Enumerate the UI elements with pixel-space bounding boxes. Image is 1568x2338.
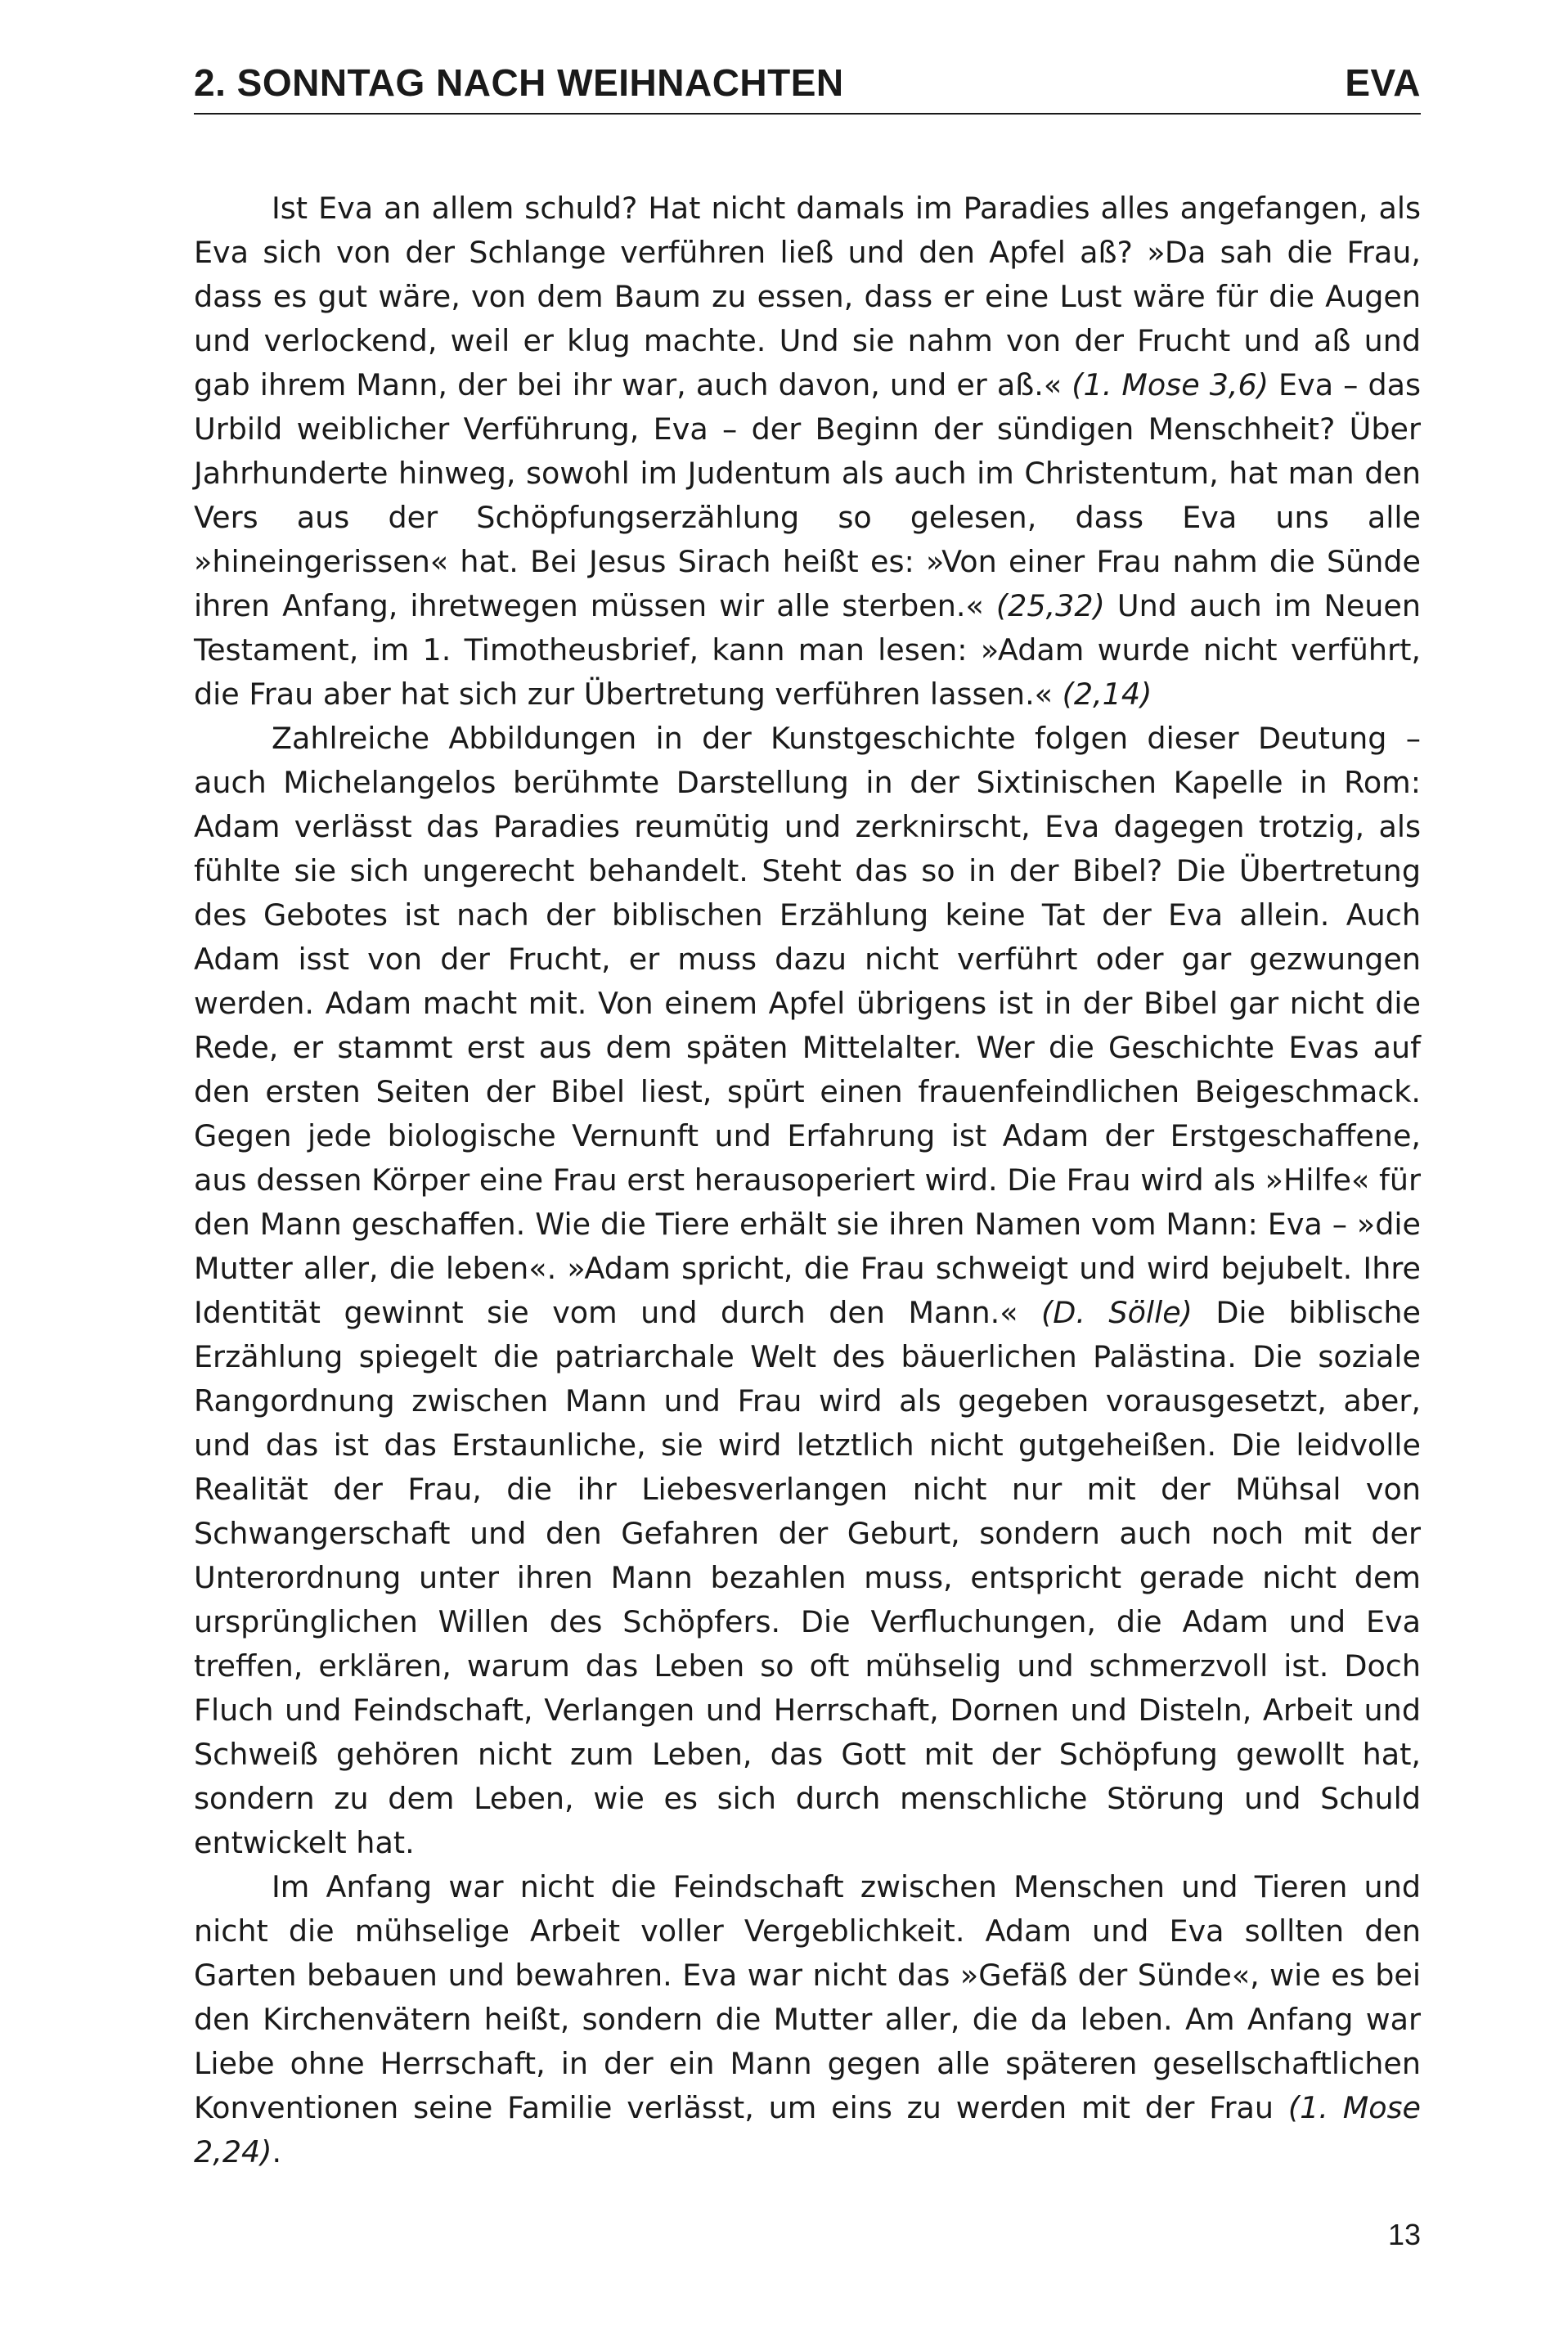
text-segment: Zahlreiche Abbildungen in der Kunstgeschichte folgen dieser Deutung – auch Michelangelos berühmte Darstellung in der Sixtinischen Kapelle in Rom: Adam verlässt das Paradies reumütig und zerknirscht, Eva dagegen trotzig, als fühlte sie sich ungerecht behandelt. Steht das so in der Bibel? Die Übertretung des Gebotes ist nach der biblischen Erzählung keine Tat der Eva allein. Auch Adam isst von der Frucht, er muss dazu nicht verführt oder gar gezwungen werden. Adam macht mit. Von einem Apfel übrigens ist in der Bibel gar nicht die Rede, er stammt erst aus dem späten Mittelalter. Wer die Geschichte Evas auf den ersten Seiten der Bibel liest, spürt einen frauenfeindlichen Beigeschmack. Gegen jede biologische Vernunft und Erfahrung ist Adam der Erstgeschaffene, aus dessen Körper eine Frau erst herausoperiert wird. Die Frau wird als »Hilfe« für den Mann geschaffen. Wie die Tiere erhält sie ihren Namen vom Mann: Eva – »die Mutter aller, die leben«. »Adam spricht, die Frau schweigt und wird bejubelt. Ihre Identität gewinnt sie vom und durch den Mann.«: [194, 721, 1421, 1330]
bible-reference: (2,14): [1062, 677, 1152, 712]
text-segment: Und auch im Neuen Testament, im 1. Timotheusbrief, kann man lesen: »Adam wurde nicht verführt, die Frau aber hat sich zur Übertretung verführen lassen.«: [194, 588, 1421, 712]
text-segment: Im Anfang war nicht die Feindschaft zwischen Menschen und Tieren und nicht die mühselige Arbeit voller Vergeblichkeit. Adam und Eva sollten den Garten bebauen und bewahren. Eva war nicht das »Gefäß der Sünde«, wie es bei den Kirchenvätern heißt, sondern die Mutter aller, die da leben. Am Anfang war Liebe ohne Herrschaft, in der ein Mann gegen alle späteren gesellschaftlichen Konventionen seine Familie verlässt, um eins zu werden mit der Frau: [194, 1869, 1421, 2125]
text-segment: Eva – das Urbild weiblicher Verführung, Eva – der Beginn der sündigen Menschheit? Über Jahrhunderte hinweg, sowohl im Judentum als auch im Christentum, hat man den Vers aus der Schöpfungserzählung so gelesen, dass Eva uns alle »hineingerissen« hat. Bei Jesus Sirach heißt es: »Von einer Frau nahm die Sünde ihren Anfang, ihretwegen müssen wir alle sterben.«: [194, 367, 1422, 623]
bible-reference: (1. Mose 2,24): [194, 2090, 1421, 2169]
chapter-title: EVA: [1345, 61, 1421, 104]
paragraph: [194, 187, 1421, 717]
running-header: [194, 56, 1421, 115]
text-segment: Ist Eva an allem schuld? Hat nicht damals im Paradies alles angefangen, als Eva sich von der Schlange verführen ließ und den Apfel aß? »Da sah die Frau, dass es gut wäre, von dem Baum zu essen, dass er eine Lust wäre für die Augen und verlockend, weil er klug machte. Und sie nahm von der Frucht und aß und gab ihrem Mann, der bei ihr war, auch davon, und er aß.«: [194, 191, 1421, 402]
text-segment: .: [272, 2134, 282, 2169]
page-number: 13: [1387, 2218, 1421, 2251]
bible-reference: (25,32): [995, 588, 1105, 623]
paragraph: [194, 1865, 1421, 2174]
section-title: 2. SONNTAG NACH WEIHNACHTEN: [194, 61, 844, 104]
paragraph: [194, 717, 1421, 1865]
body-text: [194, 187, 1421, 2174]
bible-reference: (1. Mose 3,6): [1072, 367, 1269, 402]
text-segment: Die biblische Erzählung spiegelt die patriarchale Welt des bäuerlichen Palästina. Die soziale Rangordnung zwischen Mann und Frau wird als gegeben vorausgesetzt, aber, und das ist das Erstaunliche, sie wird letztlich nicht gutgeheißen. Die leidvolle Realität der Frau, die ihr Liebesverlangen nicht nur mit der Mühsal von Schwangerschaft und den Gefahren der Geburt, sondern auch noch mit der Unterordnung unter ihren Mann bezahlen muss, entspricht gerade nicht dem ursprünglichen Willen des Schöpfers. Die Verfluchungen, die Adam und Eva treffen, erklären, warum das Leben so oft mühselig und schmerzvoll ist. Doch Fluch und Feindschaft, Verlangen und Herrschaft, Dornen und Disteln, Arbeit und Schweiß gehören nicht zum Leben, das Gott mit der Schöpfung gewollt hat, sondern zu dem Leben, wie es sich durch menschliche Störung und Schuld entwickelt hat.: [194, 1295, 1422, 1860]
citation-reference: (D. Sölle): [1041, 1295, 1193, 1330]
